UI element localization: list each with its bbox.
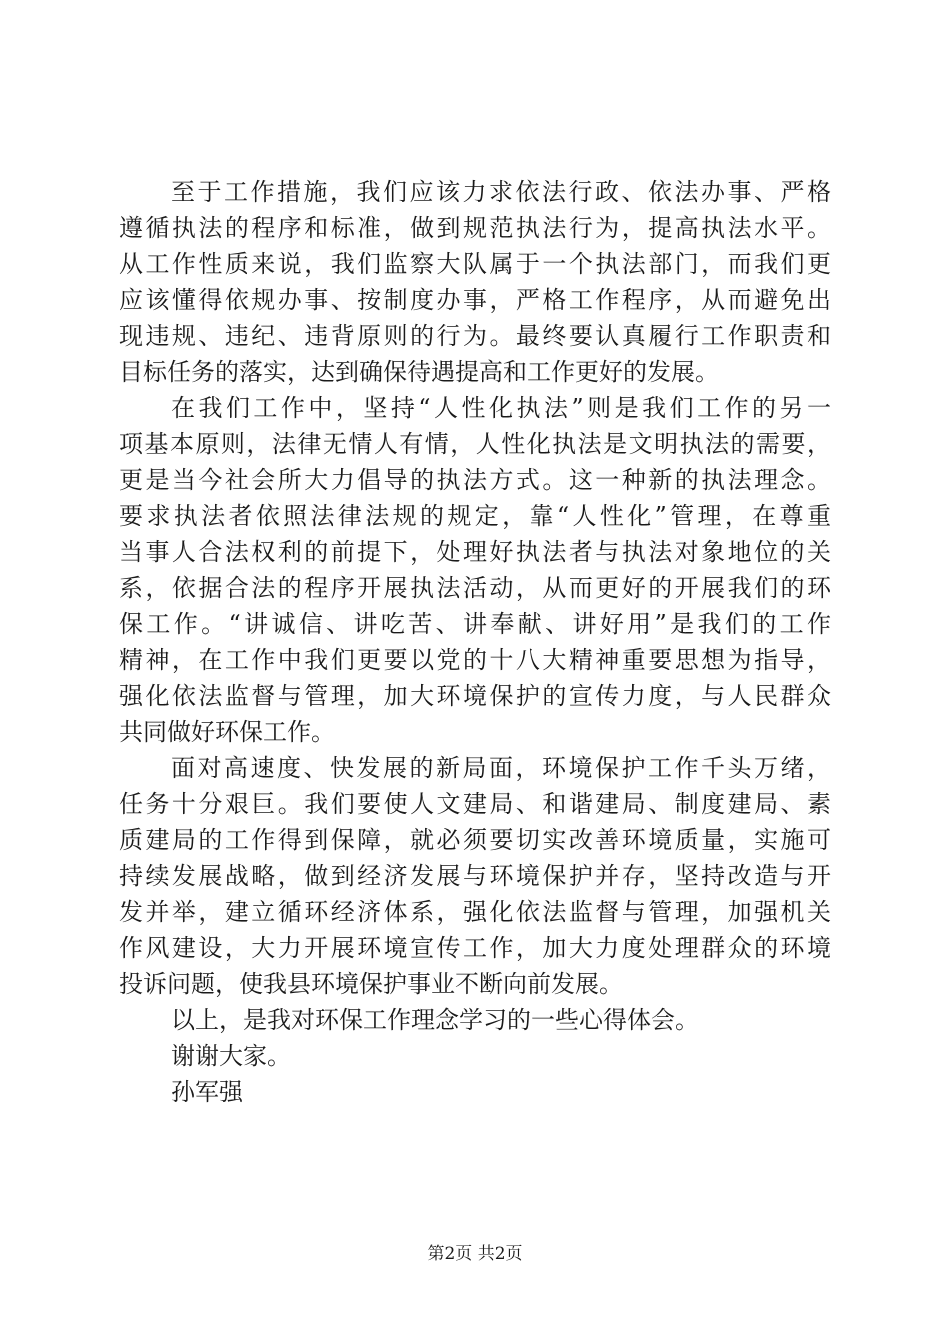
closing-line: 以上，是我对环保工作理念学习的一些心得体会。: [171, 1006, 699, 1034]
paragraph-line: 共同做好环保工作。: [119, 718, 335, 746]
paragraph-line: 精神，在工作中我们更要以党的十八大精神重要思想为指导，: [119, 646, 831, 674]
page-number-footer: 第2页 共2页: [427, 1244, 523, 1264]
author-signature: 孙军强: [171, 1078, 243, 1106]
paragraph-line: 从工作性质来说，我们监察大队属于一个执法部门，而我们更: [119, 250, 831, 278]
paragraph-line: 质建局的工作得到保障，就必须要切实改善环境质量，实施可: [119, 826, 831, 854]
paragraph-line: 持续发展战略，做到经济发展与环境保护并存，坚持改造与开: [119, 862, 831, 890]
paragraph-line: 更是当今社会所大力倡导的执法方式。这一种新的执法理念。: [119, 466, 831, 494]
paragraph-line: 遵循执法的程序和标准，做到规范执法行为，提高执法水平。: [119, 214, 831, 242]
paragraph-line: 系，依据合法的程序开展执法活动，从而更好的开展我们的环: [119, 574, 831, 602]
paragraph-line: 现违规、违纪、违背原则的行为。最终要认真履行工作职责和: [119, 322, 831, 350]
paragraph-line: 强化依法监督与管理，加大环境保护的宣传力度，与人民群众: [119, 682, 831, 710]
paragraph-line: 在我们工作中，坚持“人性化执法”则是我们工作的另一: [171, 394, 831, 422]
paragraph-line: 面对高速度、快发展的新局面，环境保护工作千头万绪，: [171, 754, 831, 782]
paragraph-line: 项基本原则，法律无情人有情，人性化执法是文明执法的需要，: [119, 430, 831, 458]
paragraph-line: 投诉问题，使我县环境保护事业不断向前发展。: [119, 970, 623, 998]
paragraph-line: 要求执法者依照法律法规的规定，靠“人性化”管理，在尊重: [119, 502, 831, 530]
paragraph-line: 任务十分艰巨。我们要使人文建局、和谐建局、制度建局、素: [119, 790, 831, 818]
paragraph-line: 应该懂得依规办事、按制度办事，严格工作程序，从而避免出: [119, 286, 831, 314]
document-body: [119, 174, 831, 1110]
paragraph-line: 作风建设，大力开展环境宣传工作，加大力度处理群众的环境: [119, 934, 831, 962]
thanks-line: 谢谢大家。: [171, 1042, 291, 1070]
paragraph-line: 发并举，建立循环经济体系，强化依法监督与管理，加强机关: [119, 898, 831, 926]
paragraph-line: 保工作。“讲诚信、讲吃苦、讲奉献、讲好用”是我们的工作: [119, 610, 831, 638]
paragraph-line: 当事人合法权利的前提下，处理好执法者与执法对象地位的关: [119, 538, 831, 566]
paragraph-line: 至于工作措施，我们应该力求依法行政、依法办事、严格: [171, 178, 831, 206]
paragraph-line: 目标任务的落实，达到确保待遇提高和工作更好的发展。: [119, 358, 719, 386]
